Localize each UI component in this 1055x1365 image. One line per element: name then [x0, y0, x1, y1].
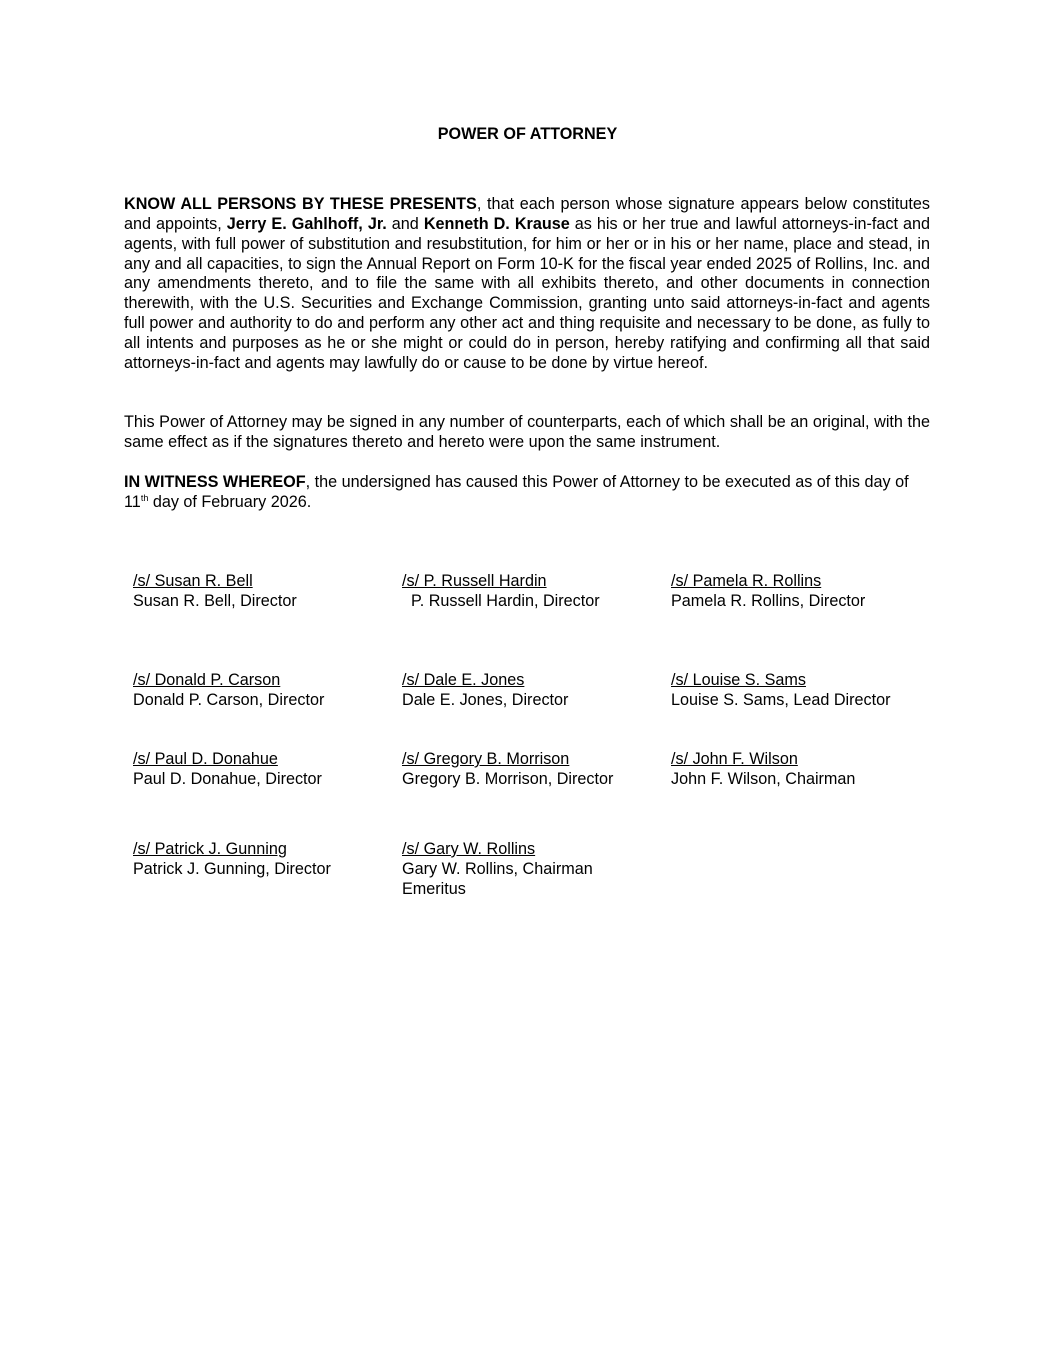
signer-title-continuation: Emeritus	[402, 879, 466, 898]
attorney-name: Kenneth D. Krause	[423, 214, 570, 233]
signer-name-title: Louise S. Sams, Lead Director	[671, 690, 891, 709]
signature-block	[402, 572, 600, 612]
paragraph-text: , that each person whose signature appears below constitutes and appoints,	[124, 195, 930, 233]
signature-line: /s/ John F. Wilson	[671, 750, 798, 768]
signer-name-title: John F. Wilson, Chairman	[671, 769, 856, 788]
signature-line: /s/ Louise S. Sams	[671, 671, 806, 689]
counterparts-paragraph: This Power of Attorney may be signed in any number of counterparts, each of which shall be an original, with the same effect as if the signatures thereto and hereto were upon the same instrument.	[124, 413, 930, 451]
signature-block	[671, 671, 891, 711]
signer-name-title: Dale E. Jones, Director	[402, 690, 569, 709]
signer-name-title: P. Russell Hardin, Director	[402, 591, 600, 610]
signature-block	[671, 750, 855, 790]
paragraph-text: as his or her true and lawful attorneys-in-fact and agents, with full power of substitution and resubstitution, for him or her or in his or her name, place and stead, in any and all capacities, to sign the Annual Report on Form 10-K for the fiscal year ended 2025 of Rollins, Inc. and any amendments thereto, and to file the same with all exhibits thereto, and other documents in connection therewith, with the U.S. Securities and Exchange Commission, granting unto said attorneys-in-fact and agents full power and authority to do and perform any other act and thing requisite and necessary to be done, as fully to all intents and purposes as he or she might or could do in person, hereby ratifying and confirming all that said attorneys-in-fact and agents may lawfully do or cause to be done by virtue hereof.	[124, 214, 930, 372]
signer-name-title: Pamela R. Rollins, Director	[671, 591, 866, 610]
signature-block	[402, 840, 593, 900]
signature-block	[671, 572, 865, 612]
paragraph-text: , the undersigned has caused this Power of Attorney to be executed as of this day of 11	[124, 473, 909, 511]
attorney-name: Jerry E. Gahlhoff, Jr.	[226, 214, 387, 233]
appointment-paragraph	[124, 195, 930, 374]
signer-name-title: Paul D. Donahue, Director	[133, 769, 322, 788]
paragraph-text: and	[386, 214, 424, 233]
signer-name-title: Gregory B. Morrison, Director	[402, 769, 614, 788]
signature-line: /s/ Patrick J. Gunning	[133, 840, 287, 858]
lead-phrase: IN WITNESS WHEREOF	[124, 473, 306, 491]
signature-line: /s/ Dale E. Jones	[402, 671, 525, 689]
document-title: POWER OF ATTORNEY	[437, 125, 618, 143]
lead-phrase: KNOW ALL PERSONS BY THESE PRESENTS	[124, 195, 477, 213]
signature-block	[133, 671, 324, 711]
signer-name-title: Donald P. Carson, Director	[133, 690, 325, 709]
signature-block	[402, 671, 568, 711]
signer-name-title: Susan R. Bell, Director	[133, 591, 297, 610]
signature-line: /s/ Gary W. Rollins	[402, 840, 536, 858]
signature-line: /s/ Paul D. Donahue	[133, 750, 278, 768]
signature-line: /s/ Pamela R. Rollins	[671, 572, 822, 590]
signature-block	[133, 750, 322, 790]
paragraph-text: day of February 2026.	[148, 492, 312, 511]
signature-block	[133, 572, 297, 612]
signature-line: /s/ Susan R. Bell	[133, 572, 253, 590]
signature-block	[133, 840, 331, 880]
witness-paragraph	[124, 473, 930, 513]
signature-line: /s/ Donald P. Carson	[133, 671, 281, 689]
signer-name-title: Gary W. Rollins, Chairman	[402, 859, 593, 878]
ordinal-suffix: th	[140, 492, 149, 503]
signature-line: /s/ P. Russell Hardin	[402, 572, 547, 590]
signature-block	[402, 750, 613, 790]
signature-line: /s/ Gregory B. Morrison	[402, 750, 570, 768]
signer-name-title: Patrick J. Gunning, Director	[133, 859, 331, 878]
